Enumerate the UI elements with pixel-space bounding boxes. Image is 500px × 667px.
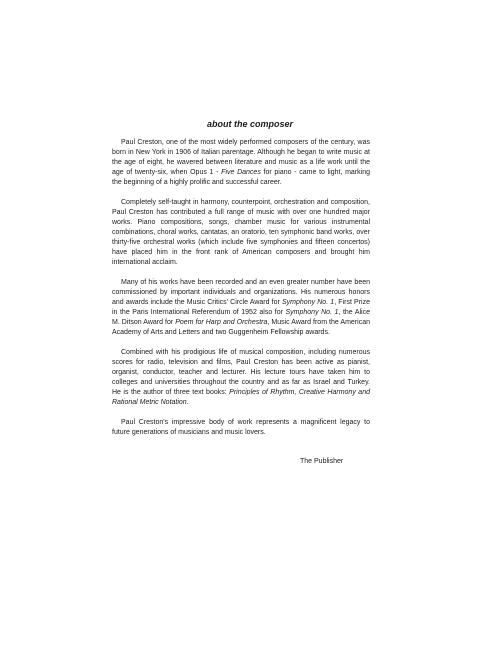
work-title: Symphony No. 1 xyxy=(282,299,335,306)
paragraph-early-life xyxy=(112,138,370,188)
page-title: about the composer xyxy=(206,119,293,129)
paragraph-honors xyxy=(112,278,370,338)
text-span: . xyxy=(186,399,189,406)
work-title: Five Dances xyxy=(221,169,261,176)
signature: The Publisher xyxy=(300,458,344,465)
text-span: Many of his works have been recorded and an even greater number have been commissioned by important individuals and organizations. His numerous honors and awards include the Music Critics' Circle Award for xyxy=(112,279,370,306)
work-title: Poem for Harp and Orchestra xyxy=(175,319,268,326)
work-title: Symphony No. 1 xyxy=(285,309,339,316)
text-span: , the Alice M. Ditson Award for xyxy=(112,309,371,326)
text-span: Combined with his prodigious life of musical composition, including numerous scores for radio, television and films, Paul Creston has been active as pianist, organist, conductor, teacher and lecturer. His lecture tours have taken him to colleges and universities throughout the country and as far as Israel and Turkey. He is the author of three text books: xyxy=(112,349,370,396)
text-span: Paul Creston, one of the most widely performed composers of the century, was born in New York in 1906 of Italian parentage. Although he began to write music at the age of eight, he wavered between literature and music as a life work until the age of twenty-six, when Opus 1 - xyxy=(112,139,370,176)
paragraph-works: Completely self-taught in harmony, counterpoint, orchestration and composition, Paul Creston has contributed a full range of music with over one hundred major works. Piano compositions, songs, chamber music for various instrumental combinations, choral works, cantatas, an oratorio, ten symphonic band works, over thirty-five orchestral works (which include five symphonies and fifteen concertos) have placed him in the front rank of American composers and brought him international acclaim. xyxy=(112,199,370,266)
paragraph-career xyxy=(112,348,370,408)
text-span: for piano - came to light, marking the beginning of a highly prolific and successful career. xyxy=(112,169,371,186)
paragraph-legacy: Paul Creston's impressive body of work represents a magnificent legacy to future generations of musicians and music lovers. xyxy=(112,419,370,436)
biography-body xyxy=(112,138,370,448)
text-span: , Music Award from the American Academy of Arts and Letters and two Guggenheim Fellowship awards. xyxy=(112,319,370,336)
text-span: , First Prize in the Paris International Referendum of 1952 also for xyxy=(112,299,371,316)
book-titles: Principles of Rhythm, Creative Harmony and Rational Metric Notation xyxy=(112,389,370,406)
